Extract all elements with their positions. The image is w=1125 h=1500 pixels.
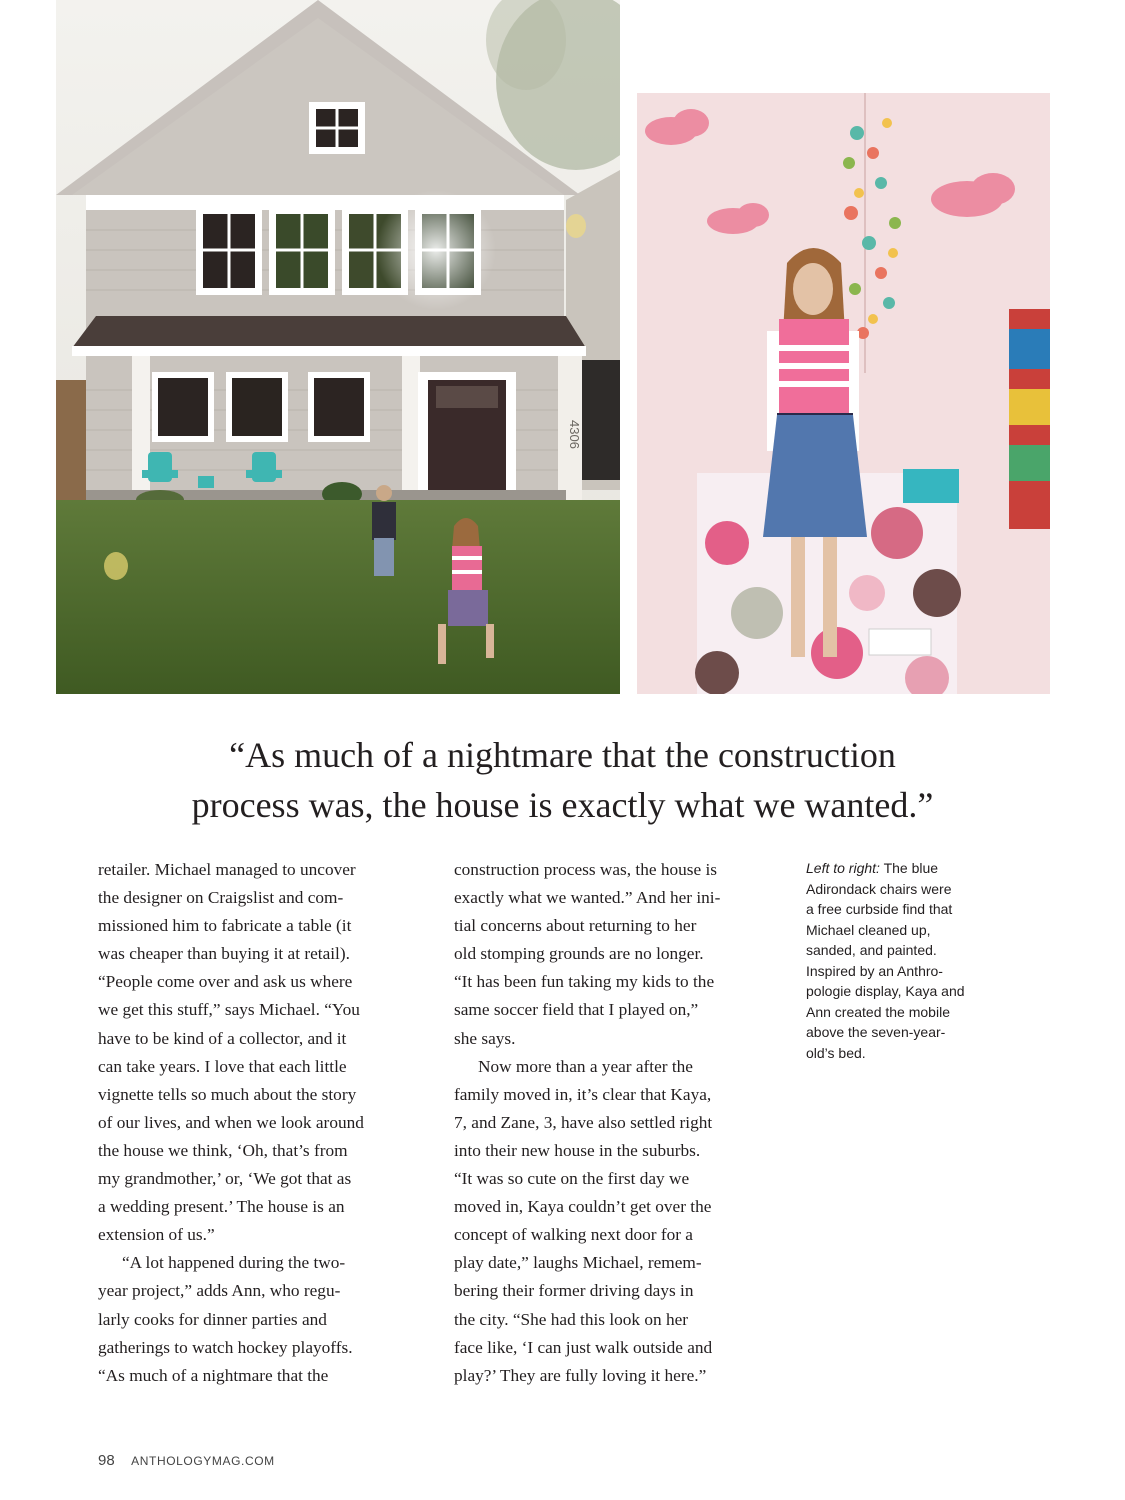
caption-line: Michael cleaned up, — [806, 921, 931, 938]
caption-first-line-rest: The blue — [879, 860, 939, 876]
body-line: 7, and Zane, 3, have also settled right — [454, 1112, 713, 1132]
body-line: larly cooks for dinner parties and — [98, 1309, 327, 1329]
body-line: extension of us.” — [98, 1225, 215, 1245]
page-footer — [98, 1452, 275, 1470]
caption-line: Adirondack chairs were — [806, 880, 952, 897]
body-line: she says. — [454, 1028, 516, 1048]
body-line: old stomping grounds are no longer. — [454, 944, 704, 964]
body-line: “People come over and ask us where — [98, 972, 353, 992]
caption-line: pologie display, Kaya and — [806, 983, 965, 999]
body-column-1 — [98, 856, 418, 1390]
body-column-2 — [454, 856, 774, 1390]
caption-line: Ann created the mobile — [806, 1003, 950, 1020]
body-line: missioned him to fabricate a table (it — [98, 916, 352, 936]
body-line: family moved in, it’s clear that Kaya, — [454, 1084, 712, 1104]
body-line: my grandmother,’ or, ‘We got that as — [98, 1169, 352, 1189]
body-line: “It was so cute on the first day we — [454, 1169, 690, 1189]
body-line: “A lot happened during the two- — [122, 1253, 346, 1273]
body-line: we get this stuff,” says Michael. “You — [98, 1000, 360, 1020]
caption-line: Inspired by an Anthro- — [806, 962, 943, 979]
body-line: into their new house in the suburbs. — [454, 1140, 701, 1160]
body-line: “It has been fun taking my kids to the — [454, 972, 715, 992]
body-line: bering their former driving days in — [454, 1281, 694, 1301]
caption-line: old’s bed. — [806, 1044, 866, 1061]
caption-line: sanded, and painted. — [806, 942, 937, 958]
website-link[interactable]: ANTHOLOGYMAG.COM — [131, 1454, 275, 1468]
body-line: have to be kind of a collector, and it — [98, 1028, 347, 1048]
body-line: was cheaper than buying it at retail). — [98, 944, 350, 964]
body-line: same soccer field that I played on,” — [454, 1000, 699, 1020]
body-line: the designer on Craigslist and com- — [98, 888, 344, 908]
house-exterior-photo — [56, 0, 620, 694]
body-line: tial concerns about returning to her — [454, 916, 697, 936]
body-line: the house we think, ‘Oh, that’s from — [98, 1140, 348, 1160]
body-line: can take years. I love that each little — [98, 1056, 347, 1076]
pull-quote-line: process was, the house is exactly what we wanted.” — [191, 785, 934, 825]
pull-quote-line: “As much of a nightmare that the construction — [229, 735, 896, 775]
caption-lead: Left to right: — [806, 860, 880, 876]
bedroom-photo — [637, 93, 1050, 694]
caption-first-line — [806, 858, 996, 879]
body-line: a wedding present.’ The house is an — [98, 1197, 345, 1217]
house-number: 4306 — [567, 420, 582, 449]
pull-quote — [60, 730, 1065, 830]
body-line: Now more than a year after the — [478, 1056, 693, 1076]
body-line: play date,” laughs Michael, remem- — [454, 1253, 702, 1273]
body-line: face like, ‘I can just walk outside and — [454, 1337, 713, 1357]
body-line: vignette tells so much about the story — [98, 1084, 357, 1104]
body-line: concept of walking next door for a — [454, 1225, 693, 1245]
body-line: “As much of a nightmare that the — [98, 1365, 329, 1385]
body-line: exactly what we wanted.” And her ini- — [454, 888, 721, 908]
page-number: 98 — [98, 1452, 115, 1469]
photo-caption — [806, 858, 996, 1063]
body-line: of our lives, and when we look around — [98, 1112, 364, 1132]
body-line: construction process was, the house is — [454, 860, 718, 879]
body-line: play?’ They are fully loving it here.” — [454, 1365, 707, 1385]
body-line: retailer. Michael managed to uncover — [98, 860, 356, 879]
body-line: the city. “She had this look on her — [454, 1309, 689, 1329]
caption-line: above the seven-year- — [806, 1024, 946, 1040]
body-line: gatherings to watch hockey playoffs. — [98, 1337, 353, 1357]
body-line: year project,” adds Ann, who regu- — [98, 1281, 341, 1301]
caption-line: a free curbside find that — [806, 901, 953, 917]
body-line: moved in, Kaya couldn’t get over the — [454, 1197, 712, 1217]
